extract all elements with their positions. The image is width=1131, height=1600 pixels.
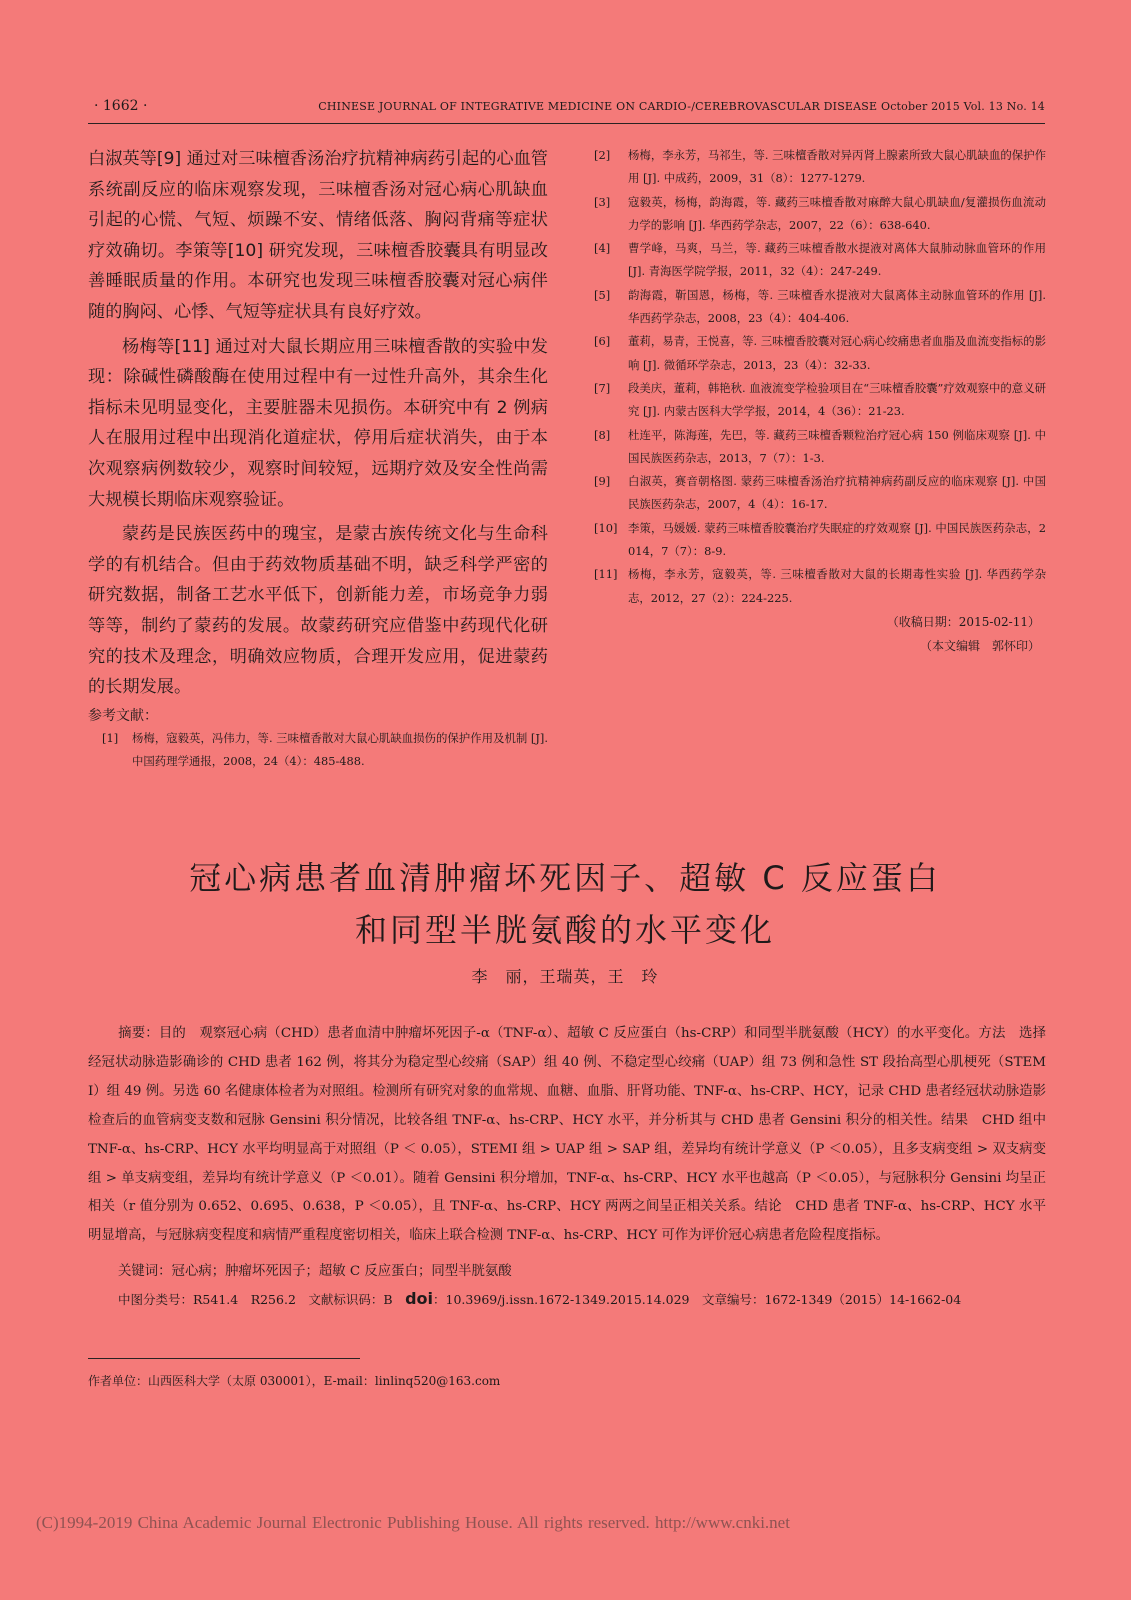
- footnote-rule: [88, 1358, 360, 1359]
- reference-item: [594, 191, 1046, 238]
- article-authors: 李 丽，王瑞英，王 玲: [471, 967, 659, 986]
- reference-number: [8]: [594, 427, 611, 442]
- header-rule: [88, 123, 1045, 124]
- reference-item: [594, 330, 1046, 377]
- clc-codes: 中图分类号：R541.4 R256.2 文献标识码：B: [118, 1292, 406, 1307]
- reference-item: [594, 284, 1046, 331]
- reference-text: 杨梅，寇毅英，冯伟力，等. 三味檀香散对大鼠心肌缺血损伤的保护作用及机制 [J]. 中国药理学通报，2008，24（4）：485-488.: [132, 730, 548, 768]
- references-heading: 参考文献：: [88, 707, 158, 724]
- reference-number: [10]: [594, 520, 618, 535]
- reference-number: [1]: [102, 730, 119, 745]
- reference-item: [88, 727, 548, 774]
- reference-number: [7]: [594, 380, 611, 395]
- reference-number: [6]: [594, 334, 611, 349]
- author-affiliation: 作者单位：山西医科大学（太原 030001），E-mail：linlinq520@163.com: [88, 1374, 501, 1388]
- article-title-line: 冠心病患者血清肿瘤坏死因子、超敏 C 反应蛋白: [189, 859, 941, 897]
- page-number: · 1662 ·: [94, 98, 148, 114]
- left-column: [88, 144, 548, 773]
- reference-item: [594, 144, 1046, 191]
- doi-and-article-number: ：10.3969/j.issn.1672-1349.2015.14.029 文章编号：1672-1349（2015）14-1662-04: [433, 1292, 962, 1307]
- copyright-watermark: (C)1994-2019 China Academic Journal Electronic Publishing House. All rights reserved. http://www.cnki.net: [36, 1513, 790, 1532]
- body-paragraph: 蒙药是民族医药中的瑰宝，是蒙古族传统文化与生命科学的有机结合。但由于药效物质基础不明，缺乏科学严密的研究数据，制备工艺水平低下，创新能力差，市场竞争力弱等等，制约了蒙药的发展。故蒙药研究应借鉴中药现代化研究的技术及理念，明确效应物质，合理开发应用，促进蒙药的长期发展。: [88, 524, 548, 698]
- reference-number: [4]: [594, 241, 611, 256]
- reference-item: [594, 517, 1046, 564]
- reference-item: [594, 237, 1046, 284]
- editor-note: （本文编辑 郭怀印）: [919, 638, 1040, 653]
- reference-text: 杨梅，李永芳，寇毅英，等. 三味檀香散对大鼠的长期毒性实验 [J]. 华西药学杂志，2012，27（2）：224-225.: [628, 567, 1046, 605]
- doi-label: doi: [405, 1289, 434, 1308]
- keywords: 关键词：冠心病；肿瘤坏死因子；超敏 C 反应蛋白；同型半胱氨酸: [118, 1264, 512, 1279]
- body-paragraph: 杨梅等[11] 通过对大鼠长期应用三味檀香散的实验中发现：除碱性磷酸酶在使用过程中有一过性升高外，其余生化指标未见明显变化，主要脏器未见损伤。本研究中有 2 例病人在服用过程中出现消化道症状，停用后症状消失，由于本次观察病例数较少，观察时间较短，远期疗效及安全性尚需大规模长期临床观察验证。: [88, 336, 548, 510]
- article-title-line: 和同型半胱氨酸的水平变化: [354, 911, 775, 949]
- abstract-text: 摘要：目的 观察冠心病（CHD）患者血清中肿瘤坏死因子-α（TNF-α）、超敏 C 反应蛋白（hs-CRP）和同型半胱氨酸（HCY）的水平变化。方法 选择经冠状动脉造影确诊的 CHD 患者 162 例，将其分为稳定型心绞痛（SAP）组 40 例、不稳定型心绞痛（UAP）组 73 例和急性 ST 段抬高型心肌梗死（STEMI）组 49 例。另选 60 名健康体检者为对照组。检测所有研究对象的血常规、血糖、血脂、肝肾功能、TNF-α、hs-CRP、HCY，记录 CHD 患者经冠状动脉造影检查后的血管病变支数和冠脉 Gensini 积分情况，比较各组 TNF-α、hs-CRP、HCY 水平，并分析其与 CHD 患者 Gensini 积分的相关性。结果 CHD 组中 TNF-α、hs-CRP、HCY 水平均明显高于对照组（P ＜ 0.05），STEMI 组 > UAP 组 > SAP 组，差异均有统计学意义（P ＜0.05），且多支病变组 > 双支病变组 > 单支病变组，差异均有统计学意义（P ＜0.01）。随着 Gensini 积分增加，TNF-α、hs-CRP、HCY 水平也越高（P ＜0.05），与冠脉积分 Gensini 均呈正相关（r 值分别为 0.652、0.695、0.638，P ＜0.05），且 TNF-α、hs-CRP、HCY 两两之间呈正相关关系。结论 CHD 患者 TNF-α、hs-CRP、HCY 水平明显增高，与冠脉病变程度和病情严重程度密切相关，临床上联合检测 TNF-α、hs-CRP、HCY 可作为评价冠心病患者危险程度指标。: [88, 1026, 1046, 1244]
- reference-number: [3]: [594, 194, 611, 209]
- journal-header: CHINESE JOURNAL OF INTEGRATIVE MEDICINE ON CARDIO-/CEREBROVASCULAR DISEASE October 2015 Vol. 13 No. 14: [318, 100, 1045, 113]
- reference-text: 李策，马媛媛. 蒙药三味檀香胶囊治疗失眠症的疗效观察 [J]. 中国民族医药杂志，2014，7（7）：8-9.: [628, 520, 1046, 559]
- abstract: [88, 1020, 1046, 1251]
- body-paragraph: 白淑英等[9] 通过对三味檀香汤治疗抗精神病药引起的心血管系统副反应的临床观察发现，三味檀香汤对冠心病心肌缺血引起的心慌、气短、烦躁不安、情绪低落、胸闷背痛等症状疗效确切。李策等[10] 研究发现，三味檀香胶囊具有明显改善睡眠质量的作用。本研究也发现三味檀香胶囊对冠心病伴随的胸闷、心悸、气短等症状具有良好疗效。: [88, 149, 548, 322]
- reference-item: [594, 377, 1046, 424]
- reference-text: 杨梅，李永芳，马祁生，等. 三味檀香散对异丙肾上腺素所致大鼠心肌缺血的保护作用 [J]. 中成药，2009，31（8）：1277-1279.: [628, 148, 1046, 186]
- right-column: [594, 144, 1046, 658]
- reference-text: 段美庆，董莉，韩艳秋. 血液流变学检验项目在“三味檀香胶囊”疗效观察中的意义研究 [J]. 内蒙古医科大学学报，2014，4（36）：21-23.: [628, 380, 1046, 419]
- reference-text: 寇毅英，杨梅，韵海霞，等. 藏药三味檀香散对麻醉大鼠心肌缺血/复灌损伤血流动力学的影响 [J]. 华西药学杂志，2007，22（6）：638-640.: [628, 194, 1046, 232]
- reference-number: [9]: [594, 474, 611, 489]
- reference-text: 韵海霞，靳国恩，杨梅，等. 三味檀香水提液对大鼠离体主动脉血管环的作用 [J]. 华西药学杂志，2008，23（4）：404-406.: [628, 287, 1046, 326]
- reference-number: [5]: [594, 287, 611, 302]
- received-date: （收稿日期：2015-02-11）: [886, 614, 1040, 629]
- classification-line: [118, 1289, 961, 1308]
- reference-text: 曹学峰，马爽，马兰，等. 藏药三味檀香散水提液对离体大鼠肺动脉血管环的作用 [J]. 青海医学院学报，2011，32（4）：247-249.: [628, 241, 1046, 279]
- reference-text: 白淑英，赛音朝格图. 蒙药三味檀香汤治疗抗精神病药副反应的临床观察 [J]. 中国民族医药杂志，2007，4（4）：16-17.: [628, 474, 1046, 512]
- reference-item: [594, 563, 1046, 610]
- article-title: [100, 852, 1030, 956]
- reference-text: 杜连平，陈海莲，先巴，等. 藏药三味檀香颗粒治疗冠心病 150 例临床观察 [J]. 中国民族医药杂志，2013，7（7）：1-3.: [628, 427, 1046, 465]
- reference-item: [594, 470, 1046, 517]
- reference-number: [11]: [594, 567, 618, 582]
- reference-number: [2]: [594, 148, 611, 162]
- reference-text: 董莉，易青，王悦喜，等. 三味檀香胶囊对冠心病心绞痛患者血脂及血流变指标的影响 [J]. 微循环学杂志，2013，23（4）：32-33.: [628, 334, 1046, 372]
- reference-item: [594, 424, 1046, 471]
